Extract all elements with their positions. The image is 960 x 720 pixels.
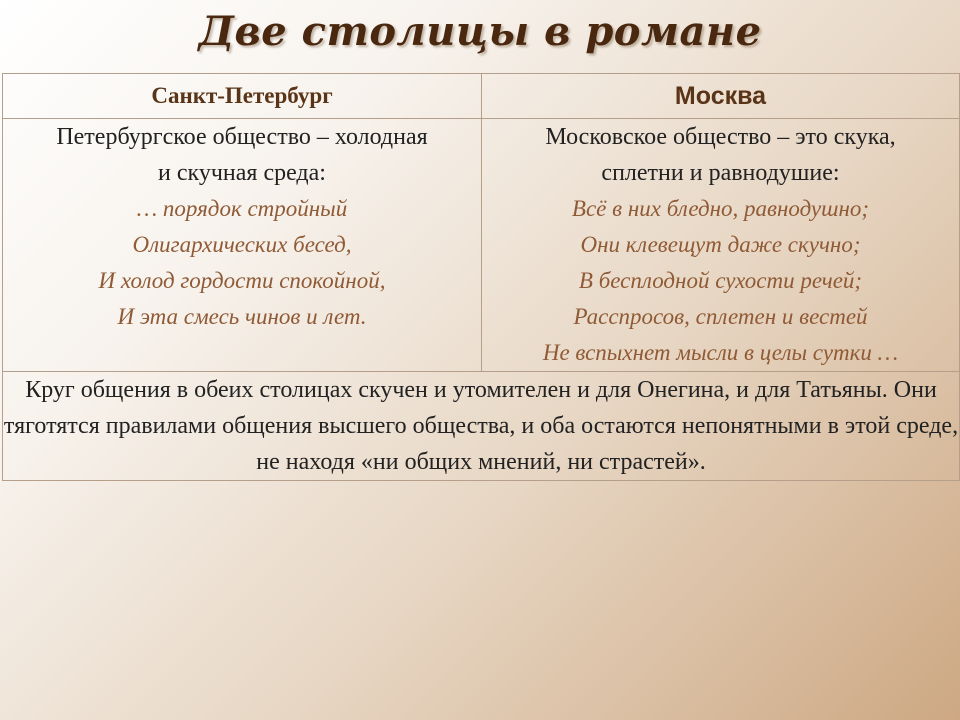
- quote-line: … порядок стройный: [136, 196, 348, 221]
- intro-line: и скучная среда:: [158, 160, 326, 186]
- cell-moscow: [482, 119, 960, 372]
- quote-line: Расспросов, сплетен и вестей: [573, 304, 868, 329]
- quote-line: Олигархических бесед,: [132, 232, 352, 257]
- quote-line: Всё в них бледно, равнодушно;: [571, 196, 870, 221]
- header-moscow: Москва: [482, 74, 960, 119]
- slide-title: Две столицы в романе: [198, 8, 762, 55]
- quote-line: Не вспыхнет мысли в целы сутки …: [542, 340, 899, 365]
- comparison-table: [2, 73, 960, 481]
- summary-row: [3, 372, 960, 481]
- intro-line: Московское общество – это скука,: [545, 124, 896, 150]
- summary-text: Круг общения в обеих столицах скучен и утомителен и для Онегина, и для Татьяны. Они тяготятся правилами общения высшего общества, и оба остаются непонятными в этой среде, не находя «ни общих мнений, ни страстей».: [3, 372, 960, 481]
- quote-line: И холод гордости спокойной,: [98, 268, 386, 293]
- intro-line: Петербургское общество – холодная: [56, 124, 428, 150]
- quote-line: В бесплодной сухости речей;: [578, 268, 863, 293]
- header-saint-petersburg: Санкт-Петербург: [3, 74, 482, 119]
- quote-line: Они клевещут даже скучно;: [580, 232, 861, 257]
- quote-line: И эта смесь чинов и лет.: [117, 304, 367, 329]
- intro-line: сплетни и равнодушие:: [601, 160, 840, 186]
- header-row: [3, 74, 960, 119]
- cell-petersburg: [3, 119, 482, 372]
- content-row: [3, 119, 960, 372]
